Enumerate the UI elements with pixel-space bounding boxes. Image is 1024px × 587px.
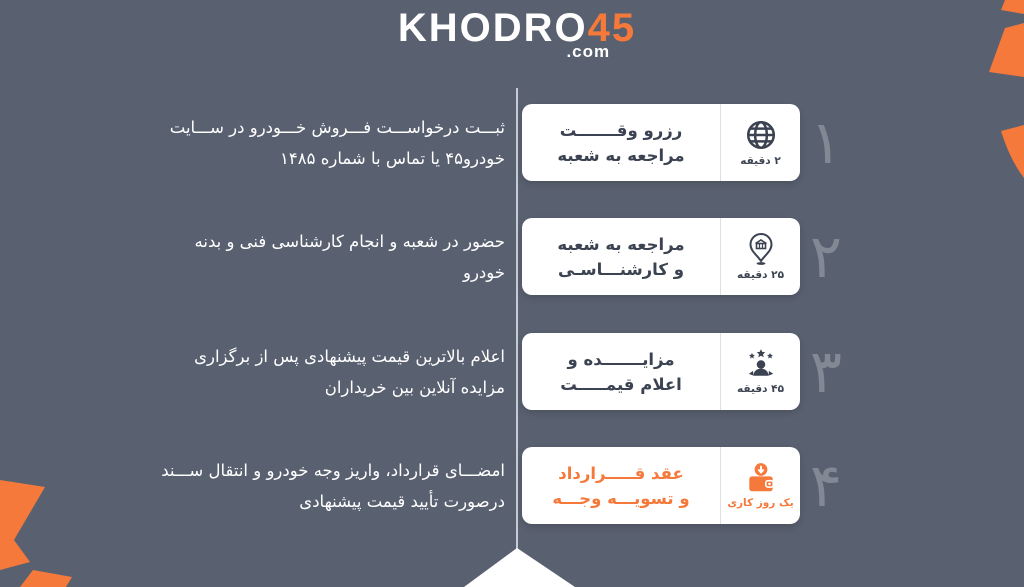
- step-row-1: [0, 104, 1024, 181]
- deco-five-top: [1001, 0, 1024, 14]
- step-2-number: ۲: [809, 221, 843, 292]
- step-2-description-line1: حضور در شعبه و انجام کارشناسی فنی و بدنه: [194, 231, 505, 251]
- step-row-3: [0, 333, 1024, 410]
- step-2-card[interactable]: [522, 218, 800, 295]
- step-3-description-line1: اعلام بالاترین قیمت پیشنهادی پس از برگزاری: [194, 346, 505, 366]
- globe-icon: [744, 118, 778, 152]
- step-1-card[interactable]: [522, 104, 800, 181]
- step-1-title-line2: مراجعه به شعبه: [557, 145, 685, 165]
- step-1-title-line1: رزرو وقـــــــت: [559, 120, 683, 140]
- step-1-description: [45, 112, 505, 174]
- step-3-duration: ۴۵ دقیقه: [737, 383, 784, 395]
- step-4-description-line1: امضـــای قرارداد، واریز وجه خودرو و انتقال ســـند: [161, 460, 505, 480]
- step-1-duration: ۲ دقیقه: [740, 155, 781, 167]
- step-4-title-line2: و تسویـــه وجـــه: [552, 488, 690, 508]
- step-2-description: [45, 226, 505, 288]
- step-1-description-line1: ثبـــت درخواســـت فـــروش خـــودرو در ســـایت: [169, 117, 505, 137]
- step-4-duration: یک روز کاری: [727, 497, 794, 509]
- wallet-icon: [744, 462, 778, 494]
- step-4-title: [522, 447, 720, 524]
- step-2-description-line2: خودرو: [462, 262, 505, 282]
- step-3-number: ۳: [809, 336, 843, 407]
- step-2-icon-box: [720, 218, 800, 295]
- deco-four-bar: [20, 570, 72, 587]
- step-4-title-line1: عقد قـــــرارداد: [558, 463, 684, 483]
- step-3-icon-box: [720, 333, 800, 410]
- step-4-number: ۴: [809, 450, 843, 521]
- step-row-4: [0, 447, 1024, 524]
- step-3-title: [522, 333, 720, 410]
- step-2-title-line2: و کارشنـــاسـی: [558, 259, 684, 279]
- step-4-description: [45, 455, 505, 517]
- step-row-2: [0, 218, 1024, 295]
- step-4-description-line2: درصورت تأیید قیمت پیشنهادی: [299, 491, 505, 511]
- step-3-title-line2: اعلام قیمـــــت: [560, 374, 682, 394]
- step-2-title: [522, 218, 720, 295]
- step-3-description-line2: مزایده آنلاین بین خریداران: [324, 377, 505, 397]
- step-2-duration: ۲۵ دقیقه: [737, 269, 784, 281]
- deco-five-mid: [989, 23, 1024, 77]
- auction-winner-icon: [744, 348, 778, 380]
- step-3-title-line1: مزایـــــــده و: [567, 349, 675, 369]
- step-1-icon-box: [720, 104, 800, 181]
- timeline-arrow-up-icon: [464, 548, 575, 587]
- step-1-number: ۱: [809, 107, 843, 178]
- logo-tld: .com: [566, 42, 611, 61]
- step-4-icon-box: [720, 447, 800, 524]
- step-1-description-line2: خودرو۴۵ یا تماس با شماره ۱۴۸۵: [280, 148, 505, 168]
- step-1-title: [522, 104, 720, 181]
- logo: [398, 6, 636, 62]
- branch-pin-icon: [745, 232, 777, 266]
- step-3-description: [45, 341, 505, 403]
- logo-brand: KHODRO: [397, 6, 588, 50]
- step-2-title-line1: مراجعه به شعبه: [557, 234, 685, 254]
- step-3-card[interactable]: [522, 333, 800, 410]
- logo-number: 45: [587, 6, 637, 50]
- step-4-card[interactable]: [522, 447, 800, 524]
